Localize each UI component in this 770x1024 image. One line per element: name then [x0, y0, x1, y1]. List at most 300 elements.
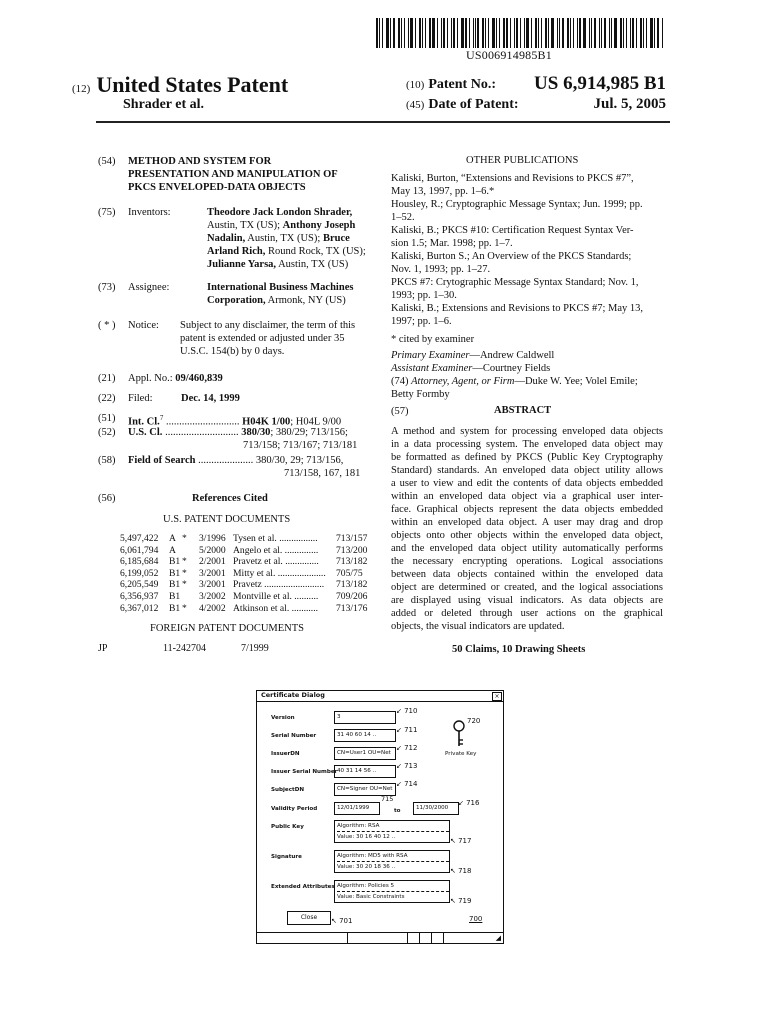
barcode-bar — [541, 18, 542, 48]
barcode-bar — [492, 18, 495, 48]
code-58: (58) — [98, 455, 116, 466]
barcode-bar — [382, 18, 383, 48]
callout-719-text: 719 — [458, 897, 472, 905]
validity-label: Validity Period — [271, 806, 318, 812]
inventors-label: Inventors: — [128, 207, 171, 218]
callout-718: ↖ 718 — [450, 867, 472, 875]
barcode-bar — [589, 18, 590, 48]
assignee-line: International Business Machines — [207, 282, 354, 293]
notice-code: ( * ) — [98, 320, 116, 331]
signature-value: Value: 30 20 18 36 .. — [337, 864, 396, 870]
abstract-line: are displayed using visual indicators. As data objects are — [391, 595, 663, 606]
barcode-bar — [557, 18, 558, 48]
foreign-date: 7/1999 — [241, 643, 269, 654]
publication-line: 1–52. — [391, 212, 415, 223]
reference-cls: 713/182 — [336, 579, 368, 591]
publication-line: sion 1.5; Mar. 1998; pp. 1–7. — [391, 238, 513, 249]
barcode-bar — [447, 18, 448, 48]
invention-title — [128, 155, 373, 194]
date-of-patent-value: Jul. 5, 2005 — [593, 96, 666, 112]
code-54: (54) — [98, 156, 116, 167]
extended-attributes-value: Value: Basic Constraints — [337, 894, 405, 900]
barcode-bar — [510, 18, 511, 48]
filed-label: Filed: — [128, 393, 153, 404]
barcode-bar — [570, 18, 571, 48]
header-rule — [96, 121, 670, 123]
us-cl — [128, 426, 348, 439]
appl-no-label: Appl. No.: — [128, 373, 173, 384]
barcode-bar — [594, 18, 596, 48]
barcode-bar — [545, 18, 547, 48]
issuer-serial-label: Issuer Serial Number — [271, 769, 338, 775]
abstract-line: objects onto other objects within the enveloped data object, — [391, 530, 663, 541]
scroll-divider — [407, 933, 408, 943]
attorney-name: —Duke W. Yee; Volel Emile; — [514, 376, 638, 387]
barcode-bar — [429, 18, 431, 48]
cited-by-examiner: * cited by examiner — [391, 334, 475, 345]
int-cl-value: H04K 1/00 — [242, 416, 291, 428]
barcode-bar — [379, 18, 380, 48]
dots: ............................ — [162, 427, 239, 438]
reference-star: * — [182, 602, 187, 614]
serial-number-field[interactable]: 31 40 60 14 .. — [334, 729, 396, 742]
barcode-bar — [453, 18, 455, 48]
code-51: (51) — [98, 413, 116, 424]
callout-714-text: 714 — [404, 780, 418, 788]
key-icon — [449, 719, 469, 749]
barcode-bar — [520, 18, 521, 48]
callout-710-text: 710 — [404, 707, 418, 715]
date-label — [406, 97, 519, 113]
reference-no: 5,497,422 — [120, 533, 159, 544]
field-of-search-value: 380/30, 29; 713/156, — [255, 455, 344, 466]
abstract-line: within an enveloped data object via a graphical user inter- — [391, 491, 663, 502]
assistant-examiner-label: Assistant Examiner — [391, 363, 473, 374]
reference-kind: A — [169, 544, 176, 556]
appl-no-value: 09/460,839 — [175, 373, 223, 384]
barcode-bar — [524, 18, 525, 48]
callout-718-text: 718 — [458, 867, 472, 875]
version-field[interactable]: 3 — [334, 711, 396, 724]
barcode-bar — [567, 18, 569, 48]
barcode-bar — [626, 18, 627, 48]
scroll-divider — [443, 933, 444, 943]
callout-701: ↖ 701 — [331, 917, 353, 925]
barcode-bar — [583, 18, 586, 48]
reference-cls: 713/157 — [336, 533, 368, 544]
assignee-value — [207, 281, 353, 307]
reference-name: Pravetz et al. .............. — [233, 556, 319, 568]
assignee-label: Assignee: — [128, 282, 170, 293]
reference-kind: B1 — [169, 556, 181, 568]
callout-716: ↙ 716 — [458, 799, 480, 807]
field-of-search — [128, 454, 343, 467]
barcode-bar — [485, 18, 486, 48]
references-title: References Cited — [192, 493, 268, 504]
barcode-bar — [601, 18, 602, 48]
barcode-bar — [401, 18, 402, 48]
signature-box — [334, 850, 450, 873]
reference-date: 3/2002 — [199, 591, 226, 602]
callout-717: ↖ 717 — [450, 837, 472, 845]
appl-no — [128, 372, 223, 385]
publication-line: Housley, R.; Cryptographic Message Syntax; Jun. 1999; pp. — [391, 199, 643, 210]
reference-date: 5/2000 — [199, 544, 226, 556]
scroll-divider — [431, 933, 432, 943]
primary-examiner-label: Primary Examiner — [391, 350, 470, 361]
barcode-bar — [499, 18, 500, 48]
primary-examiner — [391, 349, 554, 362]
callout-701-text: 701 — [339, 917, 353, 925]
abstract-text — [391, 425, 663, 633]
barcode-bar — [646, 18, 647, 48]
reference-star: * — [182, 567, 187, 579]
callout-711: ↙ 711 — [396, 726, 418, 734]
reference-date: 4/2002 — [199, 602, 226, 614]
close-button[interactable]: Close — [287, 911, 331, 925]
reference-cls: 709/206 — [336, 591, 368, 602]
callout-713: ↙ 713 — [396, 762, 418, 770]
barcode-bar — [526, 18, 529, 48]
barcode-bar — [469, 18, 470, 48]
reference-no: 6,356,937 — [120, 591, 159, 602]
barcode-bar — [604, 18, 606, 48]
us-cl-value2: ; 380/29; 713/156; — [270, 427, 348, 438]
dots: ............................ — [163, 416, 240, 428]
patent-no-label: Patent No.: — [428, 77, 496, 92]
field-of-search-line2: 713/158, 167, 181 — [284, 468, 361, 479]
barcode-bar — [404, 18, 405, 48]
barcode-bar — [506, 18, 508, 48]
barcode-bar — [577, 18, 578, 48]
reference-no: 6,205,549 — [120, 579, 159, 591]
barcode-bar — [650, 18, 653, 48]
signature-algorithm: Algorithm: MD5 with RSA — [337, 851, 449, 862]
barcode-bar — [475, 18, 476, 48]
other-publications-title: OTHER PUBLICATIONS — [466, 155, 579, 166]
reference-date: 3/2001 — [199, 567, 226, 579]
barcode-bar — [488, 18, 489, 48]
assignee-loc: Armonk, NY (US) — [265, 295, 346, 306]
barcode-bar — [425, 18, 426, 48]
int-cl-sup: 7 — [159, 414, 164, 422]
inventors-list — [207, 206, 377, 271]
publication-line: 1993; pp. 1–30. — [391, 290, 457, 301]
reference-cls: 713/176 — [336, 602, 368, 614]
inventor-loc: Austin, TX (US); — [207, 220, 283, 231]
barcode-bar — [614, 18, 617, 48]
callout-710: ↙ 710 — [396, 707, 418, 715]
code-52: (52) — [98, 427, 116, 438]
barcode-number: US006914985B1 — [466, 48, 552, 62]
barcode-bar — [516, 18, 518, 48]
barcode-bar — [398, 18, 400, 48]
code-74: (74) — [391, 376, 409, 387]
barcode-bar — [562, 18, 564, 48]
barcode-bar — [390, 18, 391, 48]
attorney-line2: Betty Formby — [391, 389, 450, 400]
reference-no: 6,185,684 — [120, 556, 159, 568]
barcode-bar — [465, 18, 467, 48]
barcode-bar — [620, 18, 622, 48]
reference-date: 3/1996 — [199, 533, 226, 544]
barcode-bar — [503, 18, 505, 48]
callout-716-text: 716 — [466, 799, 480, 807]
assignee-line: Corporation, — [207, 295, 266, 306]
barcode-bar — [432, 18, 435, 48]
code-56: (56) — [98, 493, 116, 504]
reference-name: Mitty et al. .................... — [233, 567, 326, 579]
barcode-bar — [531, 18, 532, 48]
code-57: (57) — [391, 406, 409, 417]
title-line: METHOD AND SYSTEM FOR — [128, 156, 272, 167]
barcode-bar — [441, 18, 442, 48]
resize-grip-icon[interactable]: ◢ — [495, 934, 501, 942]
primary-examiner-name: —Andrew Caldwell — [469, 350, 555, 361]
reference-kind: B1 — [169, 567, 181, 579]
barcode-bar — [410, 18, 413, 48]
issuer-dn-label: IssuerDN — [271, 751, 300, 757]
barcode-bar — [579, 18, 581, 48]
barcode-bar — [437, 18, 438, 48]
code-22: (22) — [98, 393, 116, 404]
scroll-divider — [347, 933, 348, 943]
inventor-loc: Austin, TX (US) — [276, 259, 349, 270]
figure-number: 700 — [469, 915, 483, 923]
subject-dn-field[interactable]: CN=Signer OU=Net — [334, 783, 396, 796]
barcode-bar — [482, 18, 484, 48]
public-key-box — [334, 820, 450, 843]
barcode-bar — [386, 18, 389, 48]
publication-line: PKCS #7: Crytographic Message Syntax Standard; Nov. 1, — [391, 277, 639, 288]
public-key-value: Value: 30 16 40 12 .. — [337, 834, 396, 840]
inventor-name: Nadalin, — [207, 233, 246, 244]
barcode-bar — [657, 18, 659, 48]
scroll-divider — [419, 933, 420, 943]
us-cl-label: U.S. Cl. — [128, 427, 163, 438]
barcode-bar — [535, 18, 537, 48]
foreign-docs-title: FOREIGN PATENT DOCUMENTS — [150, 623, 305, 634]
attorney-label: Attorney, Agent, or Firm — [411, 376, 515, 387]
callout-720: 720 — [467, 717, 481, 725]
reference-kind: B1 — [169, 579, 181, 591]
publication-line: Kaliski, B.; Extensions and Revisions to PKCS #7; May 13, — [391, 303, 644, 314]
callout-719: ↖ 719 — [450, 897, 472, 905]
dialog-titlebar — [257, 691, 503, 702]
barcode-bar — [559, 18, 560, 48]
abstract-line: objects, the visual indicators are updated. — [391, 621, 565, 632]
patent-country-title — [72, 72, 288, 98]
callout-712-text: 712 — [404, 744, 418, 752]
filed-value: Dec. 14, 1999 — [181, 393, 240, 404]
callout-717-text: 717 — [458, 837, 472, 845]
abstract-line: Standard) standards. An enveloped data object utility allows — [391, 465, 663, 476]
inventors-short: Shrader et al. — [123, 97, 205, 112]
reference-date: 2/2001 — [199, 556, 226, 568]
barcode-bar — [573, 18, 574, 48]
patent-number-value: US 6,914,985 B1 — [534, 73, 666, 94]
issuer-dn-field[interactable]: CN=User1 OU=Net — [334, 747, 396, 760]
reference-kind: A — [169, 533, 176, 544]
reference-name: Atkinson et al. ........... — [233, 602, 319, 614]
public-key-algorithm: Algorithm: RSA — [337, 821, 449, 832]
reference-kind: B1 — [169, 591, 181, 602]
valid-from-field[interactable]: 12/01/1999 — [334, 802, 380, 815]
barcode-bar — [551, 18, 554, 48]
code-12: (12) — [72, 83, 91, 95]
barcode-bar — [640, 18, 642, 48]
attorney — [391, 375, 638, 388]
callout-712: ↙ 712 — [396, 744, 418, 752]
publication-line: Kaliski, Burton S.; An Overview of the PKCS Standards; — [391, 251, 632, 262]
barcode-bar — [477, 18, 479, 48]
barcode-bar — [457, 18, 458, 48]
reference-no: 6,199,052 — [120, 567, 159, 579]
assistant-examiner-name: —Courtney Fields — [472, 363, 551, 374]
us-cl-line2: 713/158; 713/167; 713/181 — [243, 440, 358, 451]
abstract-line: object are determined or created, and the logical associations — [391, 582, 663, 593]
reference-name: Montville et al. .......... — [233, 591, 319, 602]
barcode — [376, 18, 664, 48]
barcode-bar — [643, 18, 644, 48]
inventor-name: Julianne Yarsa, — [207, 259, 277, 270]
code-21: (21) — [98, 373, 116, 384]
barcode-bar — [461, 18, 464, 48]
inventor-name: Theodore Jack London Shrader, — [207, 207, 353, 218]
date-of-patent-label: Date of Patent: — [428, 97, 519, 112]
callout-714: ↙ 714 — [396, 780, 418, 788]
reference-name: Pravetz ......................... — [233, 579, 325, 591]
abstract-line: in a data processing system. The enveloped data object may — [391, 439, 663, 450]
inventor-loc: Round Rock, TX (US); — [265, 246, 366, 257]
abstract-line: the necessary encrypting operations. Logical associations — [391, 556, 663, 567]
barcode-bar — [443, 18, 445, 48]
foreign-number: 11-242704 — [163, 643, 206, 654]
reference-star: * — [182, 556, 187, 568]
reference-kind: B1 — [169, 602, 181, 614]
abstract-line: a user to view and edit the contents of data objects embedded — [391, 478, 663, 489]
us-cl-value: 380/30 — [241, 427, 271, 438]
signature-label: Signature — [271, 854, 302, 860]
abstract-title: ABSTRACT — [494, 405, 552, 416]
code-45: (45) — [406, 99, 425, 111]
reference-star: * — [182, 579, 187, 591]
notice-text — [180, 319, 355, 358]
callout-711-text: 711 — [404, 726, 418, 734]
barcode-bar — [408, 18, 409, 48]
barcode-bar — [473, 18, 474, 48]
reference-star: * — [182, 533, 187, 544]
barcode-bar — [548, 18, 549, 48]
reference-no: 6,061,794 — [120, 544, 159, 556]
country-title: United States Patent — [96, 72, 289, 97]
assistant-examiner — [391, 362, 550, 375]
abstract-line: added or deleted through user actions on the graphical — [391, 608, 663, 619]
barcode-bar — [599, 18, 600, 48]
subject-dn-label: SubjectDN — [271, 787, 305, 793]
barcode-bar — [514, 18, 515, 48]
barcode-bar — [538, 18, 539, 48]
certificate-dialog-figure — [256, 690, 504, 944]
barcode-bar — [422, 18, 423, 48]
barcode-bar — [654, 18, 655, 48]
reference-cls: 705/75 — [336, 567, 363, 579]
reference-cls: 713/200 — [336, 544, 368, 556]
inventor-name: Bruce — [322, 233, 350, 244]
barcode-bar — [636, 18, 637, 48]
private-key-label: Private Key — [445, 751, 477, 757]
int-cl-label: Int. Cl. — [128, 416, 160, 428]
reference-name: Tysen et al. ................ — [233, 533, 318, 544]
callout-715: 715 — [381, 795, 394, 803]
barcode-bar — [630, 18, 631, 48]
claims-sheets: 50 Claims, 10 Drawing Sheets — [452, 644, 586, 655]
abstract-line: A method and system for processing enveloped data objects — [391, 426, 663, 437]
abstract-line: within an enveloped data object. A user may drag and drop — [391, 517, 663, 528]
horizontal-scrollbar[interactable] — [257, 932, 503, 943]
barcode-bar — [496, 18, 497, 48]
notice-line: Subject to any disclaimer, the term of this — [180, 320, 356, 331]
publication-line: Kaliski, B.; PKCS #10: Certification Request Syntax Ver- — [391, 225, 634, 236]
patent-number-label — [406, 77, 496, 93]
code-75: (75) — [98, 207, 116, 218]
dialog-close-icon[interactable]: × — [492, 692, 502, 701]
title-line: PKCS ENVELOPED-DATA OBJECTS — [128, 182, 306, 193]
publication-line: Nov. 1, 1993; pp. 1–27. — [391, 264, 491, 275]
foreign-country: JP — [98, 643, 108, 654]
public-key-label: Public Key — [271, 824, 304, 830]
code-73: (73) — [98, 282, 116, 293]
notice-line: patent is extended or adjusted under 35 — [180, 333, 345, 344]
code-10: (10) — [406, 79, 425, 91]
abstract-line: between data objects contained within the enveloped data — [391, 569, 663, 580]
publication-line: 1997; pp. 1–6. — [391, 316, 452, 327]
abstract-line: be formatted as defined by PKCS (Public Key Cryptography — [391, 452, 663, 463]
barcode-bar — [662, 18, 663, 48]
issuer-serial-field[interactable]: 40 31 14 56 .. — [334, 765, 396, 778]
notice-label: Notice: — [128, 320, 159, 331]
reference-no: 6,367,012 — [120, 602, 159, 614]
title-line: PRESENTATION AND MANIPULATION OF — [128, 169, 338, 180]
barcode-bar — [451, 18, 452, 48]
barcode-bar — [632, 18, 634, 48]
field-of-search-label: Field of Search — [128, 455, 196, 466]
abstract-line: and the enveloped data object utility automatically performs — [391, 543, 663, 554]
barcode-bar — [609, 18, 610, 48]
extended-attributes-label: Extended Attributes — [271, 884, 335, 890]
barcode-bar — [393, 18, 395, 48]
reference-date: 3/2001 — [199, 579, 226, 591]
barcode-bar — [623, 18, 624, 48]
barcode-bar — [415, 18, 416, 48]
publication-line: May 13, 1997, pp. 1–6.* — [391, 186, 495, 197]
barcode-bar — [591, 18, 592, 48]
callout-713-text: 713 — [404, 762, 418, 770]
valid-to-label: to — [394, 808, 401, 814]
extended-attributes-box — [334, 880, 450, 903]
inventor-loc: Austin, TX (US); — [245, 233, 323, 244]
notice-line: U.S.C. 154(b) by 0 days. — [180, 346, 285, 357]
barcode-bar — [376, 18, 378, 48]
inventor-name: Arland Rich, — [207, 246, 266, 257]
barcode-bar — [419, 18, 421, 48]
extended-attributes-algorithm: Algorithm: Policies 5 — [337, 881, 449, 892]
dots: ..................... — [195, 455, 254, 466]
version-label: Version — [271, 715, 295, 721]
dialog-title: Certificate Dialog — [261, 691, 325, 699]
publication-line: Kaliski, Burton, “Extensions and Revisions to PKCS #7”, — [391, 173, 634, 184]
valid-to-field[interactable]: 11/30/2000 — [413, 802, 459, 815]
